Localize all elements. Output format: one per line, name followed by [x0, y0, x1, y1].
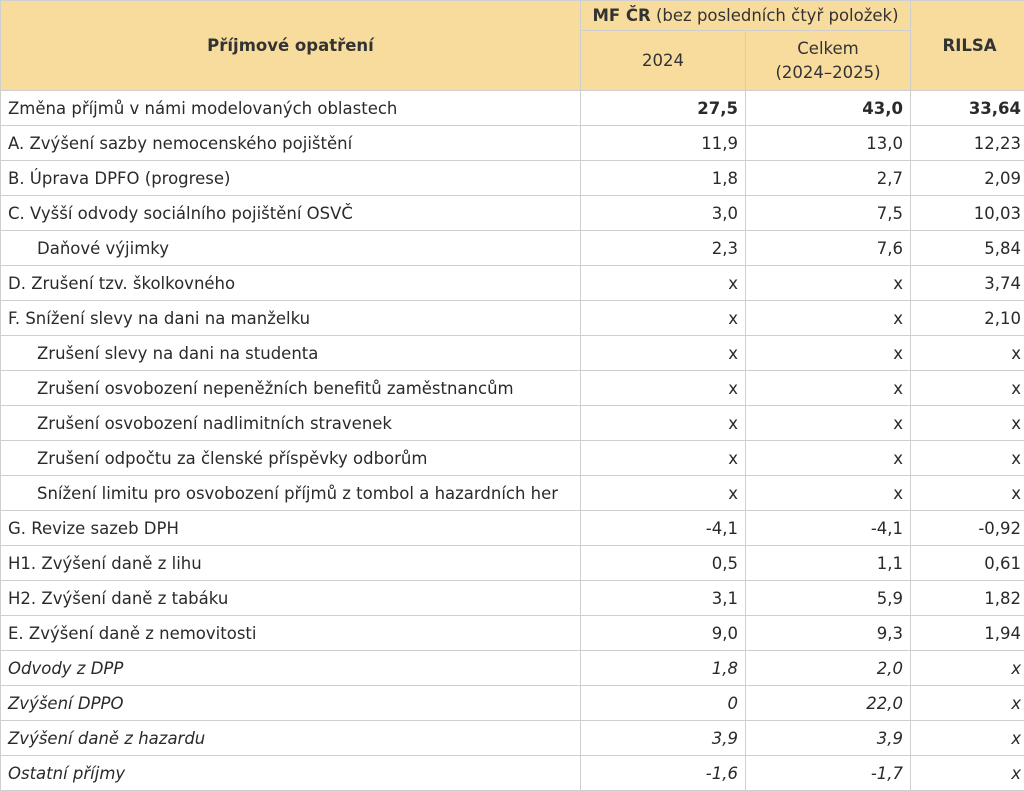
cell-total: 2,0	[746, 651, 911, 686]
cell-rilsa: x	[911, 371, 1024, 406]
cell-rilsa: 5,84	[911, 231, 1024, 266]
header-total-line1: Celkem	[797, 39, 858, 58]
cell-total: x	[746, 371, 911, 406]
cell-rilsa: 12,23	[911, 126, 1024, 161]
cell-rilsa: 2,10	[911, 301, 1024, 336]
cell-2024: 3,0	[581, 196, 746, 231]
row-label: A. Zvýšení sazby nemocenského pojištění	[1, 126, 581, 161]
header-2024: 2024	[581, 31, 746, 91]
cell-total: 3,9	[746, 721, 911, 756]
cell-2024: x	[581, 371, 746, 406]
row-label: Ostatní příjmy	[1, 756, 581, 791]
header-total-line2: (2024–2025)	[775, 63, 880, 82]
table-row	[1, 336, 1024, 371]
cell-rilsa: 1,82	[911, 581, 1024, 616]
cell-2024: x	[581, 301, 746, 336]
row-label: F. Snížení slevy na dani na manželku	[1, 301, 581, 336]
cell-2024: 1,8	[581, 161, 746, 196]
cell-total: -4,1	[746, 511, 911, 546]
row-label: D. Zrušení tzv. školkovného	[1, 266, 581, 301]
row-label: Snížení limitu pro osvobození příjmů z tombol a hazardních her	[1, 476, 581, 511]
row-label: Zrušení osvobození nadlimitních stravenek	[1, 406, 581, 441]
cell-total: x	[746, 406, 911, 441]
table-row	[1, 161, 1024, 196]
cell-2024: 0,5	[581, 546, 746, 581]
table-row	[1, 301, 1024, 336]
cell-total: 2,7	[746, 161, 911, 196]
row-label: Zrušení slevy na dani na studenta	[1, 336, 581, 371]
cell-rilsa: x	[911, 406, 1024, 441]
cell-rilsa: -0,92	[911, 511, 1024, 546]
cell-2024: 2,3	[581, 231, 746, 266]
cell-rilsa: 3,74	[911, 266, 1024, 301]
table-row	[1, 231, 1024, 266]
table-row	[1, 581, 1024, 616]
cell-rilsa: 1,94	[911, 616, 1024, 651]
cell-total: x	[746, 476, 911, 511]
table-row	[1, 196, 1024, 231]
cell-rilsa: 33,64	[911, 91, 1024, 126]
cell-2024: 27,5	[581, 91, 746, 126]
header-rilsa: RILSA	[911, 1, 1024, 91]
cell-rilsa: x	[911, 651, 1024, 686]
cell-2024: x	[581, 336, 746, 371]
cell-rilsa: x	[911, 686, 1024, 721]
cell-total: 43,0	[746, 91, 911, 126]
table-row	[1, 616, 1024, 651]
table-row	[1, 91, 1024, 126]
table-row	[1, 126, 1024, 161]
cell-rilsa: x	[911, 721, 1024, 756]
header-measure: Příjmové opatření	[1, 1, 581, 91]
table-row	[1, 406, 1024, 441]
cell-rilsa: x	[911, 336, 1024, 371]
table-row	[1, 686, 1024, 721]
row-label: Změna příjmů v námi modelovaných oblastech	[1, 91, 581, 126]
cell-total: x	[746, 441, 911, 476]
row-label: Zrušení odpočtu za členské příspěvky odborům	[1, 441, 581, 476]
cell-total: 13,0	[746, 126, 911, 161]
row-label: G. Revize sazeb DPH	[1, 511, 581, 546]
row-label: H2. Zvýšení daně z tabáku	[1, 581, 581, 616]
row-label: Daňové výjimky	[1, 231, 581, 266]
cell-rilsa: 10,03	[911, 196, 1024, 231]
table-row	[1, 651, 1024, 686]
cell-total: 9,3	[746, 616, 911, 651]
cell-total: 7,5	[746, 196, 911, 231]
cell-rilsa: x	[911, 441, 1024, 476]
row-label: Odvody z DPP	[1, 651, 581, 686]
cell-total: 1,1	[746, 546, 911, 581]
cell-2024: 9,0	[581, 616, 746, 651]
cell-2024: 3,1	[581, 581, 746, 616]
cell-total: x	[746, 266, 911, 301]
cell-2024: x	[581, 441, 746, 476]
table-row	[1, 546, 1024, 581]
cell-2024: 11,9	[581, 126, 746, 161]
row-label: Zvýšení DPPO	[1, 686, 581, 721]
table-row	[1, 371, 1024, 406]
header-mf-cr-bold: MF ČR	[592, 6, 650, 25]
cell-2024: -1,6	[581, 756, 746, 791]
table-row	[1, 266, 1024, 301]
table-row	[1, 756, 1024, 791]
cell-total: x	[746, 301, 911, 336]
row-label: Zvýšení daně z hazardu	[1, 721, 581, 756]
cell-rilsa: x	[911, 476, 1024, 511]
cell-rilsa: x	[911, 756, 1024, 791]
table-row	[1, 441, 1024, 476]
header-mf-cr-group	[581, 1, 911, 31]
cell-total: x	[746, 336, 911, 371]
cell-2024: 1,8	[581, 651, 746, 686]
table-header	[1, 1, 1024, 91]
cell-total: 7,6	[746, 231, 911, 266]
header-mf-cr-note: (bez posledních čtyř položek)	[651, 6, 899, 25]
cell-total: -1,7	[746, 756, 911, 791]
row-label: B. Úprava DPFO (progrese)	[1, 161, 581, 196]
header-total	[746, 31, 911, 91]
cell-total: 5,9	[746, 581, 911, 616]
table-body	[1, 91, 1024, 791]
row-label: C. Vyšší odvody sociálního pojištění OSVČ	[1, 196, 581, 231]
cell-total: 22,0	[746, 686, 911, 721]
row-label: Zrušení osvobození nepeněžních benefitů zaměstnancům	[1, 371, 581, 406]
cell-2024: -4,1	[581, 511, 746, 546]
cell-2024: x	[581, 266, 746, 301]
table-row	[1, 476, 1024, 511]
table-row	[1, 721, 1024, 756]
row-label: E. Zvýšení daně z nemovitosti	[1, 616, 581, 651]
cell-2024: x	[581, 406, 746, 441]
row-label: H1. Zvýšení daně z lihu	[1, 546, 581, 581]
cell-2024: x	[581, 476, 746, 511]
cell-2024: 0	[581, 686, 746, 721]
table-row	[1, 511, 1024, 546]
cell-rilsa: 0,61	[911, 546, 1024, 581]
cell-rilsa: 2,09	[911, 161, 1024, 196]
cell-2024: 3,9	[581, 721, 746, 756]
